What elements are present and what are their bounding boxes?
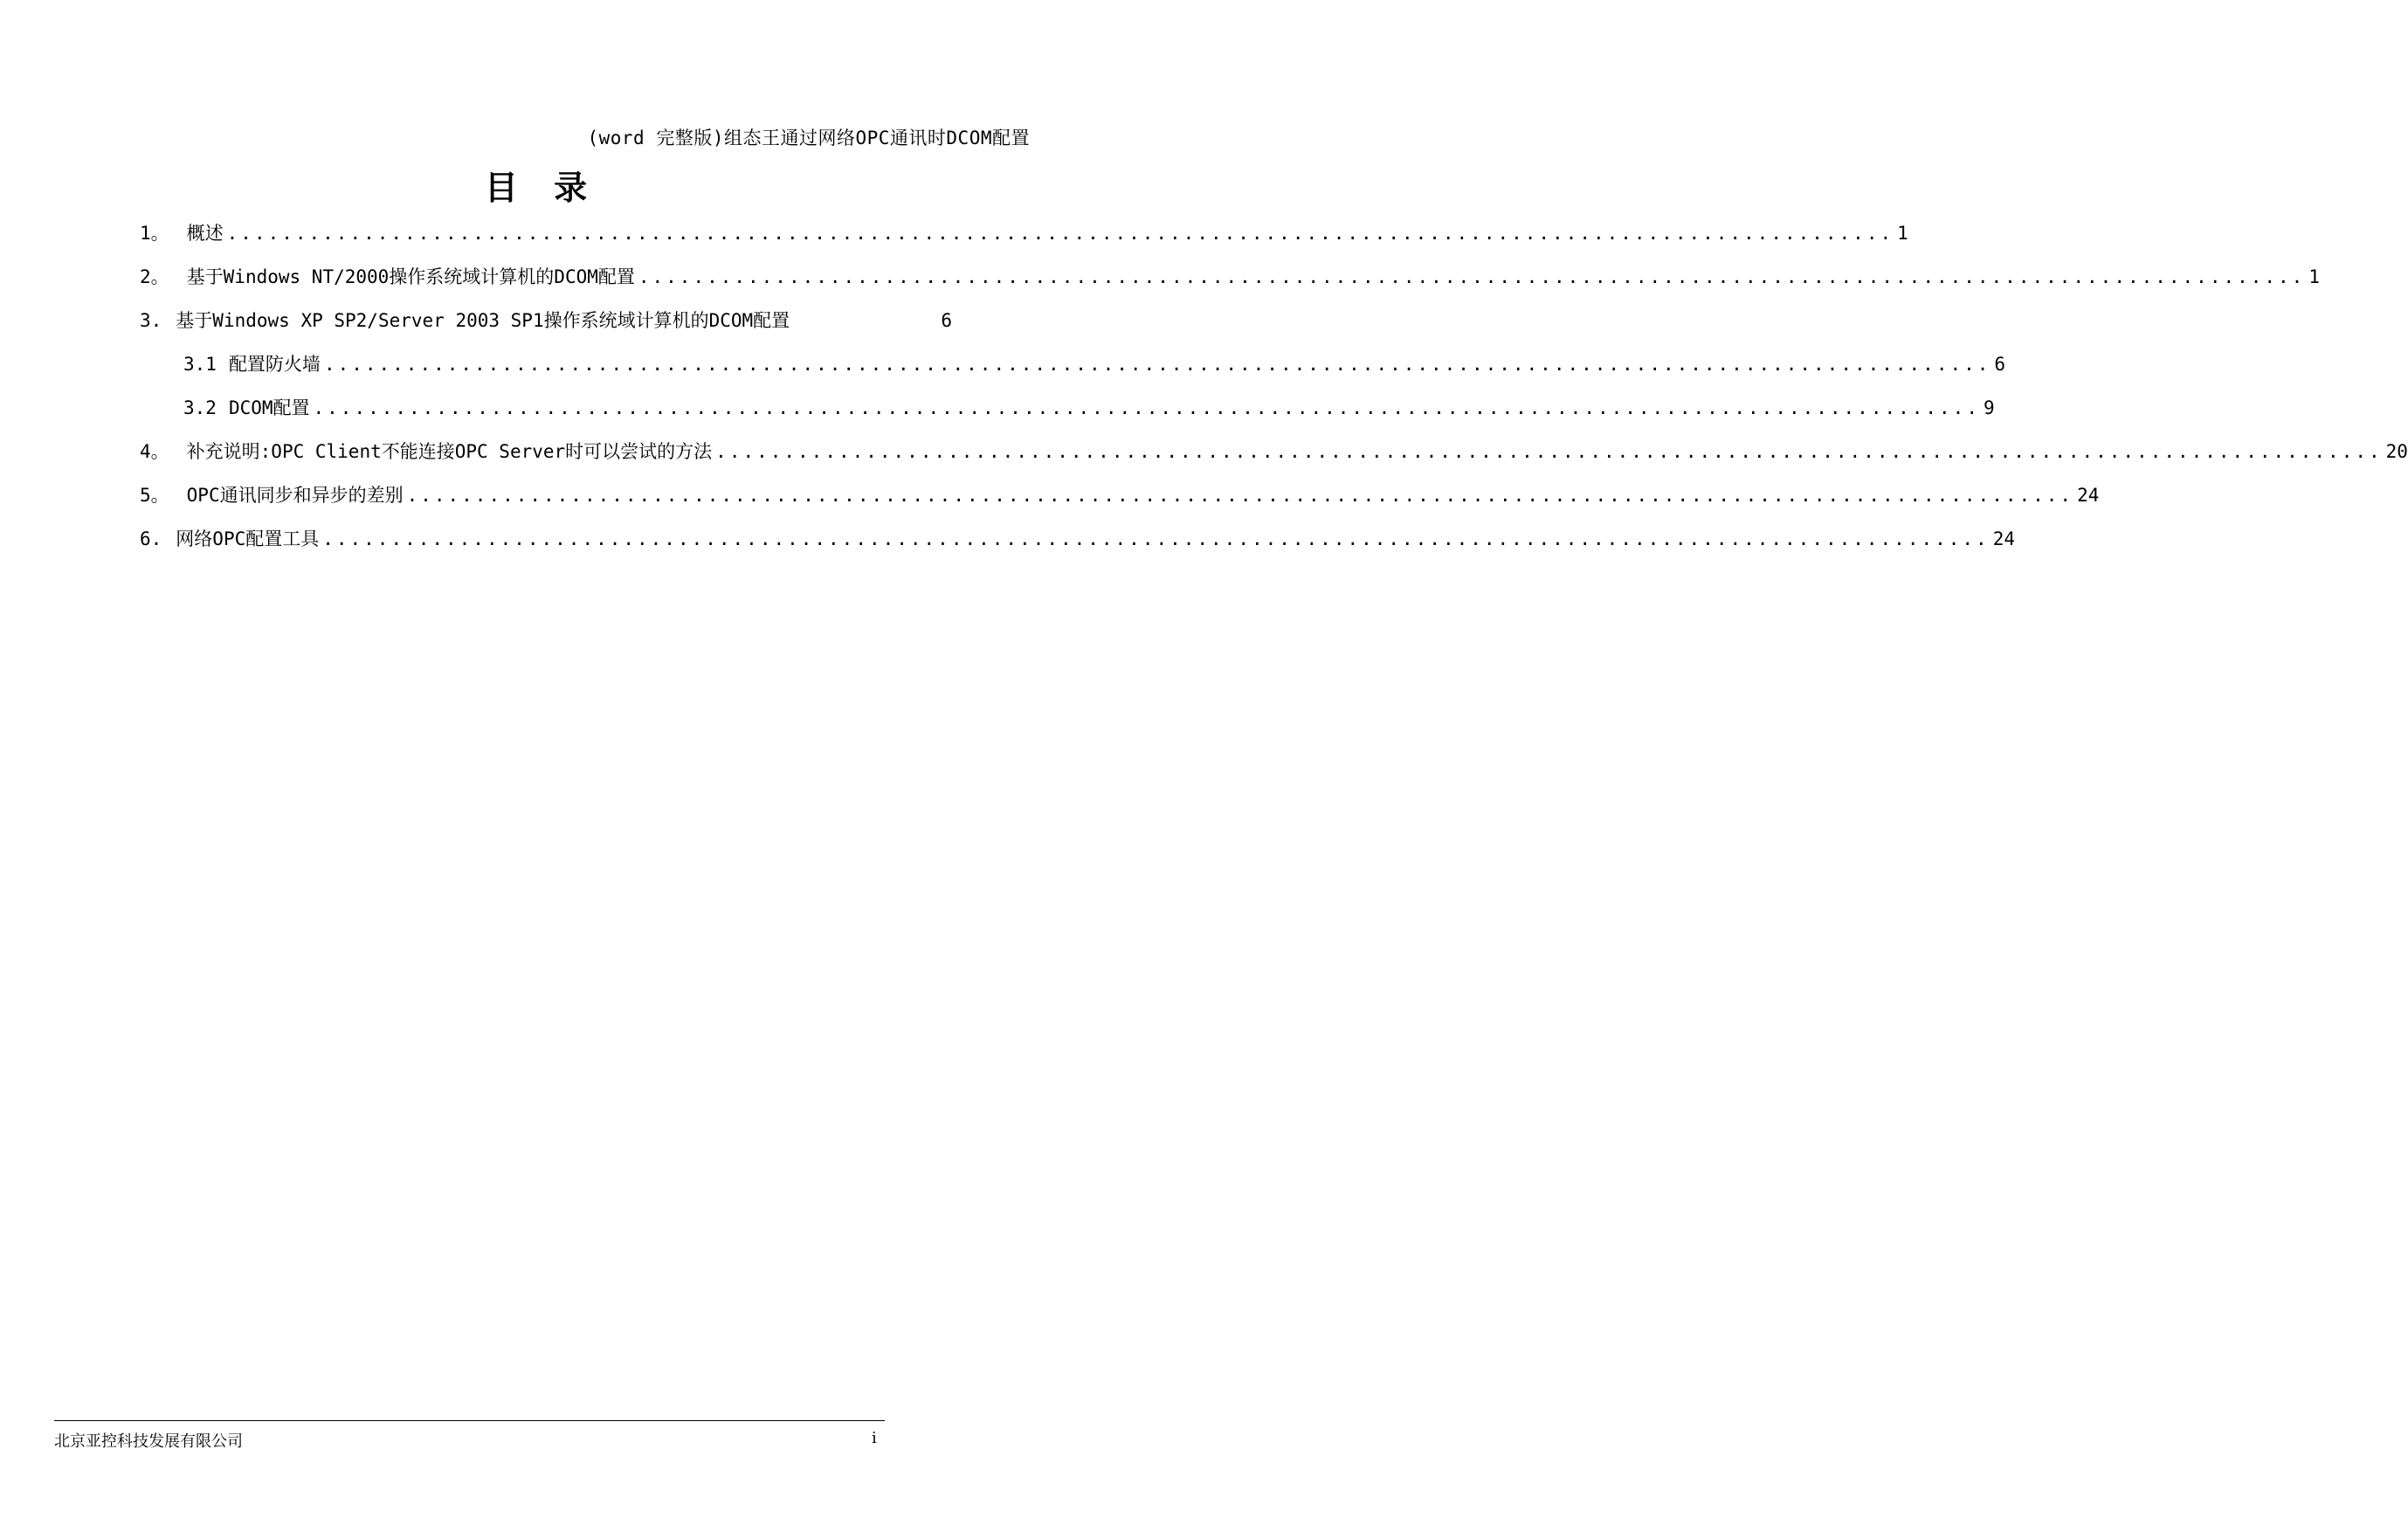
footer-page-number: i [872, 1429, 877, 1447]
toc-entry-page: 6 [941, 310, 952, 331]
toc-entry-title: DCOM配置 [228, 397, 310, 418]
document-header-title: (word 完整版)组态王通过网络OPC通讯时DCOM配置 [587, 128, 1030, 148]
toc-entry-page: 6 [1994, 354, 2006, 375]
toc-entry[interactable] [140, 482, 2100, 508]
toc-leader-dots: .......................................................................................................................... [406, 485, 2074, 506]
toc-leader-dots: .......................................................................................................................... [323, 354, 1991, 375]
toc-leader-dots: .......................................................................................................................... [715, 441, 2383, 462]
toc-entry-number: 2。 [140, 266, 169, 287]
toc-entry[interactable] [140, 526, 2015, 552]
toc-entry-number: 3. [140, 310, 162, 331]
toc-entry-title: 基于Windows XP SP2/Server 2003 SP1操作系统域计算机的DCOM配置 [176, 310, 790, 331]
toc-entry[interactable] [183, 351, 2006, 377]
toc-leader-dots: .......................................................................................................................... [313, 397, 1980, 418]
toc-entry-number: 5。 [140, 485, 169, 506]
toc-entry-page: 1 [2308, 266, 2320, 287]
toc-leader-dots: .......................................................................................................................... [638, 266, 2306, 287]
toc-entry-page: 24 [1992, 528, 2015, 549]
toc-entry-page: 9 [1983, 397, 1995, 418]
toc-entry-number: 1。 [140, 223, 169, 244]
toc-entry[interactable] [183, 395, 1995, 421]
toc-entry[interactable] [140, 264, 2320, 290]
toc-entry-title: 概述 [186, 223, 224, 244]
toc-entry-title: 基于Windows NT/2000操作系统域计算机的DCOM配置 [186, 266, 635, 287]
toc-entry-page: 24 [2077, 485, 2100, 506]
toc-entry-number: 3.2 [183, 397, 217, 418]
toc-entry-title: 配置防火墙 [228, 354, 321, 375]
toc-entry-title: 网络OPC配置工具 [176, 528, 320, 549]
toc-entry-page: 1 [1897, 223, 1908, 244]
toc-entry[interactable] [140, 307, 952, 334]
footer-company-name: 北京亚控科技发展有限公司 [54, 1432, 243, 1451]
toc-leader-dots: .......................................................................................................................... [226, 223, 1894, 244]
toc-entry[interactable] [140, 220, 1908, 246]
footer-divider [54, 1420, 885, 1421]
toc-entry-title: OPC通讯同步和异步的差别 [186, 485, 404, 506]
toc-entry-number: 3.1 [183, 354, 217, 375]
toc-entry-page: 20 [2385, 441, 2408, 462]
toc-entry-number: 4。 [140, 441, 169, 462]
toc-heading: 目 录 [484, 169, 600, 207]
toc-entry-number: 6. [140, 528, 162, 549]
toc-entry[interactable] [140, 438, 2408, 465]
toc-entry-title: 补充说明:OPC Client不能连接OPC Server时可以尝试的方法 [186, 441, 713, 462]
toc-leader-dots: .......................................................................................................................... [322, 528, 1990, 549]
